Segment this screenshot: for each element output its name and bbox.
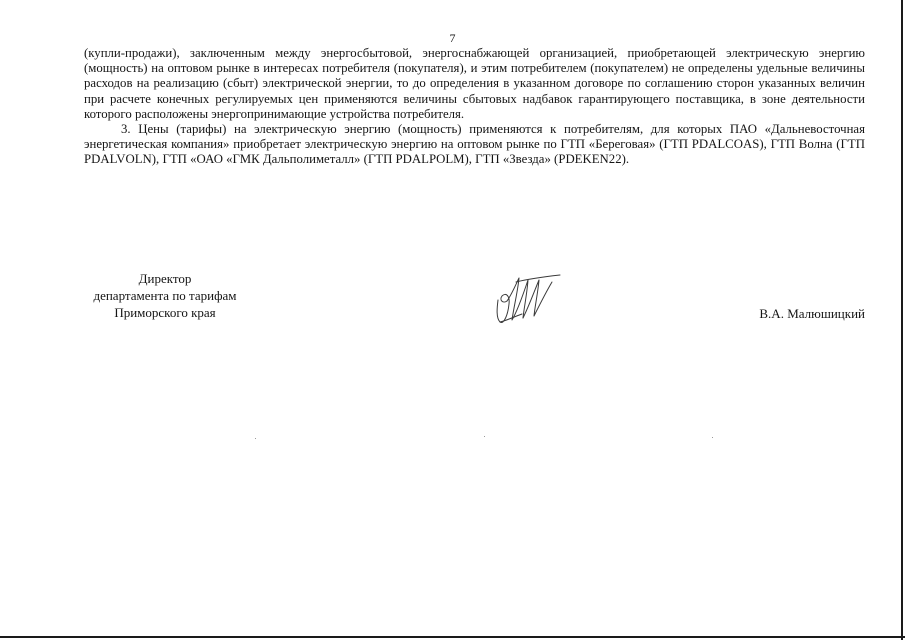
- position-line-3: Приморского края: [114, 305, 216, 320]
- signature-stroke-5: [500, 314, 522, 322]
- scan-border-bottom: [0, 636, 905, 638]
- signatory-position: [80, 270, 250, 321]
- signature-stroke-4: [516, 275, 560, 282]
- scan-border-right: [901, 0, 903, 640]
- handwritten-signature: [494, 270, 564, 330]
- body-text: [84, 46, 865, 168]
- scan-speck: [484, 436, 485, 437]
- scan-speck: [712, 437, 713, 438]
- signatory-name: В.А. Малюшицкий: [759, 306, 865, 321]
- signature-stroke-1: [497, 294, 509, 322]
- position-line-2: департамента по тарифам: [93, 288, 237, 303]
- paragraph-point-3: 3. Цены (тарифы) на электрическую энергию (мощность) применяются к потребителям, для которых ПАО «Дальневосточная энергетическая компания» приобретает электрическую энергию на оптовом рынке по ГТП «Береговая» (ГТП PDALCOAS), ГТП Волна (ГТП PDALVOLN), ГТП «ОАО «ГМК Дальполиметалл» (ГТП PDALPOLM), ГТП «Звезда» (PDEKEN22).: [84, 122, 865, 167]
- page-number: 7: [449, 31, 456, 45]
- paragraph-contract-terms: (купли-продажи), заключенным между энергосбытовой, энергоснабжающей организацией, приобретающей электрическую энергию (мощность) на оптовом рынке в интересах потребителя (покупателя), и этим потребителем (покупателем) не определены удельные величины расходов на реализацию (сбыт) электрической энергии, то до определения в указанном договоре по соглашению сторон указанных величин при расчете конечных регулируемых цен применяются величины сбытовых надбавок гарантирующего поставщика, в зоне деятельности которого расположены энергопринимающие устройства потребителя.: [84, 46, 865, 121]
- scan-speck: [255, 438, 256, 439]
- position-line-1: Директор: [138, 271, 192, 286]
